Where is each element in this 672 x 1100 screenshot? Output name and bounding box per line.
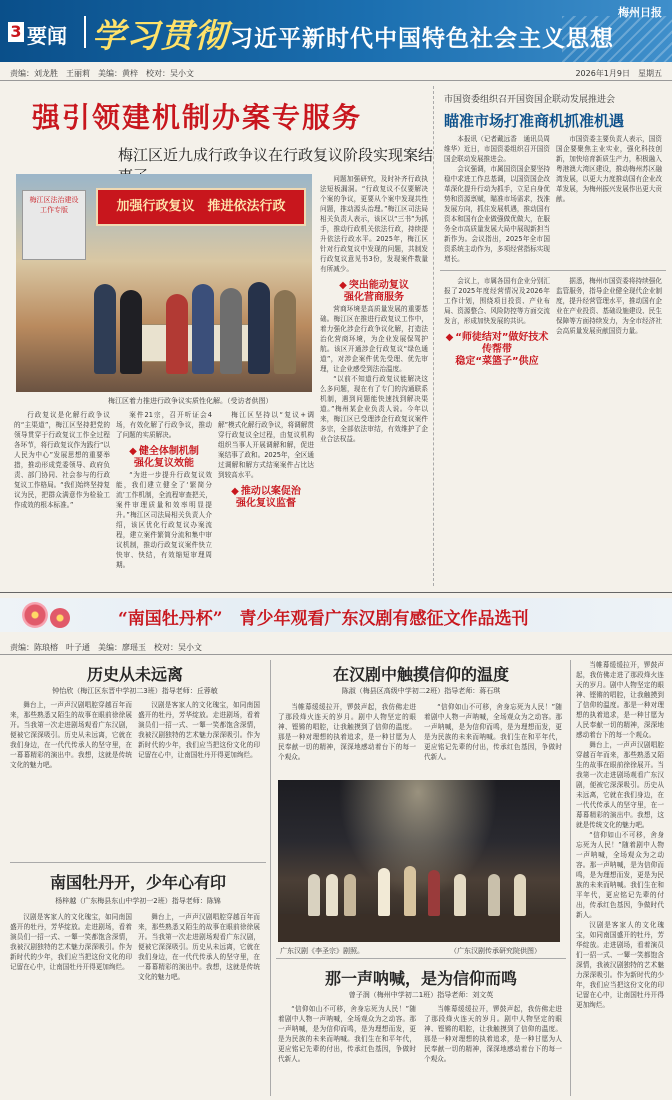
essay-column	[278, 1004, 416, 1096]
essay-column	[10, 700, 132, 858]
subheading-supervision: ◆ 推动以案促治 强化复议监督	[218, 486, 314, 510]
essay-title: 那一声呐喊，是为信仰而鸣	[324, 969, 517, 988]
essay-paragraph: 当帷幕缓缓拉开，锣鼓声起，我仿佛走进了那段烽火连天的岁月。剧中人物坚定的眼神、铿锵的唱腔，让我触摸到了信仰的温度。那是一种对理想的执着追求，是一种甘愿为人民奉献一切的精神，深深地感动着台下的每一个观众。	[424, 1005, 562, 1063]
essay-paragraph: “信仰如山不可移，舍身忘死为人民！”随着剧中人物一声呐喊，全场观众为之动容。那一声呐喊，是为信仰而鸣，是为理想而发，更是为民族的未来而呐喊。我们生在和平年代，更应铭记先辈的付出，传承红色基因，争做时代新人。	[424, 703, 562, 761]
photo-person	[166, 294, 188, 374]
essay-title: 历史从未远离	[86, 665, 183, 684]
essay-column	[424, 1004, 562, 1096]
peony-icon	[22, 602, 48, 628]
essay-paragraph: 当帷幕缓缓拉开，锣鼓声起，我仿佛走进了那段烽火连天的岁月。剧中人物坚定的眼神、铿锵的唱腔，让我触摸到了信仰的温度。那是一种对理想的执着追求，是一种甘愿为人民奉献一切的精神，深深地感动着台下的每一个观众。	[278, 703, 416, 761]
essay-paragraph: “信仰如山不可移，舍身忘死为人民！”随着剧中人物一声呐喊，全场观众为之动容。那一声呐喊，是为信仰而鸣，是为理想而发，更是为民族的未来而呐喊。我们生在和平年代，更应铭记先辈的付出，传承红色基因，争做时代新人。	[576, 831, 664, 919]
essay-author: 杨梓越（广东梅县东山中学初一2班）指导老师：陈锦	[55, 897, 221, 905]
actor	[488, 874, 500, 916]
essay-paragraph: 舞台上，一声声汉剧唱腔穿越百年而来，那些熟悉又陌生的故事在眼前徐徐展开。当我第一次走进剧场观看广东汉剧，便被它深深吸引。历史从未远离，它就在我们身边，在一代代传承人的坚守里，在一幕幕精彩的演出中。我想，这就是传统文化的魅力吧。	[138, 913, 260, 981]
page-header	[0, 0, 672, 62]
edition-info-bar	[0, 64, 672, 80]
article-column	[218, 410, 314, 580]
article-paragraph: 问题加强研究，及时补齐行政执法短板漏洞。“行政复议不仅要解决个案的争议，更要从个案中发现共性问题，推动源头治理。”梅江区司法局相关负责人表示，该区以“三书”为抓手，推动行政机关依法行政，持续提升依法行政水平。2025年，梅江区针对行政复议中发现的问题，共制发行政复议意见书3份，发现案件数量有所减少。	[320, 175, 428, 273]
actor	[454, 874, 466, 916]
essay-paragraph: 舞台上，一声声汉剧唱腔穿越百年而来，那些熟悉又陌生的故事在眼前徐徐展开。当我第一次走进剧场观看广东汉剧，便被它深深吸引。历史从未远离，它就在我们身边，在一代代传承人的坚守里，在一幕幕精彩的演出中。我想，这就是传统文化的魅力吧。	[576, 741, 664, 829]
article-paragraph: 案件21宗，召开听证会4场，有效化解了行政争议，推动了问题的实质解决。	[116, 411, 212, 439]
actor	[326, 874, 338, 916]
article-paragraph: 行政复议是化解行政争议的“主渠道”，梅江区坚持把党的领导贯穿于行政复议工作全过程各环节，将行政复议作为践行“以人民为中心”发展思想的重要举措，推动形成党委领导、政府负责、部门协同、社会参与的行政复议工作格局。“我们始终坚持复议为民，把群众满意作为检验工作成效的根本标准。”	[14, 411, 110, 509]
section-title: “南国牡丹杯” 青少年观看广东汉剧有感征文作品选刊	[118, 609, 529, 629]
article-column	[14, 410, 110, 580]
section-name: 要闻	[27, 24, 67, 48]
article-column	[556, 134, 662, 264]
photo-poster: 梅江区法治建设工作专版	[22, 190, 86, 260]
photo-person	[192, 284, 214, 374]
stage-light	[338, 780, 498, 900]
essay-column	[576, 660, 664, 1094]
divider	[440, 270, 666, 271]
article-paragraph: “为进一步提升行政复议效能，我们建立健全了‘繁简分流’工作机制，全流程审查把关，案件审理质量和效率明显提升。”梅江区司法局相关负责人介绍，该区优化行政复议办案流程，建立案件繁简分流和集中审议机制，推动行政复议案件快立快审、快结，有效缩短审理周期。	[116, 471, 212, 569]
stage-floor	[278, 914, 560, 942]
essay-author: 曾子润（梅州中学初二1班）指导老师：刘文英	[348, 991, 494, 999]
subheading-mechanism: ◆ 健全体制机制 强化复议效能	[116, 446, 212, 470]
article-column	[116, 410, 212, 580]
essay-author: 钟怡欣（梅江区东晋中学初二3班）指导老师：丘蓉敏	[52, 687, 218, 695]
header-decoration	[562, 16, 672, 62]
news-photo	[16, 174, 312, 392]
side-subheading: ◆ “师徒结对”做好技术传帮带 稳定“菜篮子”供应	[444, 332, 550, 368]
photo-person	[94, 284, 116, 374]
actor	[308, 874, 320, 916]
subheading-business: ◆ 突出能动复议 强化营商服务	[320, 280, 428, 304]
essay-paragraph: 汉剧是客家人的文化瑰宝，如同南国盛开的牡丹，芳华绽放。走进剧场，看着演员们一招一式、一颦一笑都饱含深情，我被汉剧独特的艺术魅力深深吸引。作为新时代的少年，我们应当把这份文化的印记留在心中，让南国牡丹开得更加绚烂。	[10, 913, 132, 971]
actor	[344, 874, 356, 916]
side-headline: 瞄准市场打准商机抓准机遇	[444, 112, 625, 130]
editor-line: 责编：刘龙胜 王丽莉 美编：黄梓 校对：吴小文	[10, 69, 194, 78]
header-slogan: 习近平新时代中国特色社会主义思想	[230, 26, 614, 52]
article-column	[444, 134, 550, 264]
main-subheadline: 梅江区近九成行政争议在行政复议阶段实现案结	[118, 146, 434, 164]
photo-person	[274, 290, 296, 374]
photo-caption: 梅江区着力推进行政争议实质性化解。（受访者供图）	[108, 397, 273, 405]
essay-column	[278, 702, 416, 776]
actor	[404, 866, 416, 916]
actor	[514, 874, 526, 916]
article-paragraph: 会议强调，市属国资国企要坚持稳中求进工作总基调，以国资国企改革深化提升行动为抓手，立足自身优势和资源禀赋，瞄准市场需求，找准发展方向，抓住发展机遇，推动国有资本和国有企业做强做优做大，在服务全市高质量发展大局中展现新担当新作为。会议指出，2025年全市国资系统主动作为，多项经营指标实现增长。	[444, 165, 550, 263]
essay-column	[10, 912, 132, 1094]
photo-credit: （广东汉剧传承研究院供图）	[450, 947, 541, 955]
newspaper-logo: 梅州日报	[618, 6, 662, 19]
photo-caption: 广东汉剧《李圣宗》剧照。	[280, 947, 364, 955]
article-paragraph: 本报讯（记者戴远香 通讯员周维华）近日，市国资委组织召开国资国企联动发展推进会。	[444, 135, 550, 163]
article-column	[556, 276, 662, 576]
divider	[0, 654, 672, 655]
divider	[0, 80, 672, 81]
actor	[378, 868, 390, 916]
essay-paragraph: 汉剧是客家人的文化瑰宝，如同南国盛开的牡丹，芳华绽放。走进剧场，看着演员们一招一式、一颦一笑都饱含深情，我被汉剧独特的艺术魅力深深吸引。作为新时代的少年，我们应当把这份文化的印记留在心中，让南国牡丹开得更加绚烂。	[138, 701, 260, 759]
divider	[10, 862, 266, 863]
article-paragraph: 据悉，梅州市国资委将持续强化监管服务，指导企业健全现代企业制度，提升经营管理水平，推动国有企业在产业投资、基础设施建设、民生保障等方面持续发力，为全市经济社会高质量发展贡献国资力量。	[556, 277, 662, 335]
article-paragraph: 市国资委主要负责人表示，国资国企要聚焦主业实业，强化科技创新，加快培育新质生产力，积极融入粤港澳大湾区建设，推动梅州苏区融湾发展，以更大力度推动国有企业改革发展，为梅州振兴发展作出更大贡献。	[556, 135, 662, 203]
divider	[276, 958, 566, 959]
essay-title: 南国牡丹开，少年心有印	[49, 873, 226, 892]
side-kicker: 市国资委组织召开国资国企联动发展推进会	[444, 95, 616, 105]
essay-paragraph: 当帷幕缓缓拉开，锣鼓声起，我仿佛走进了那段烽火连天的岁月。剧中人物坚定的眼神、铿锵的唱腔，让我触摸到了信仰的温度。那是一种对理想的执着追求，是一种甘愿为人民奉献一切的精神，深深地感动着台下的每一个观众。	[576, 661, 664, 739]
editor-line: 责编：陈琅榕 叶子通 美编：廖瑶玉 校对：吴小文	[10, 643, 202, 652]
essay-author: 陈淑（梅县区高级中学初二2班）指导老师：蒋石琪	[341, 687, 501, 695]
essay-paragraph: 舞台上，一声声汉剧唱腔穿越百年而来，那些熟悉又陌生的故事在眼前徐徐展开。当我第一次走进剧场观看广东汉剧，便被它深深吸引。历史从未远离，它就在我们身边，在一代代传承人的坚守里，在一幕幕精彩的演出中。我想，这就是传统文化的魅力吧。	[10, 701, 132, 769]
side-article	[440, 86, 666, 586]
article-paragraph: 梅江区坚持以“复议+调解”模式化解行政争议，将调解贯穿行政复议全过程，由复议机构组织当事人开展调解和解，促进案结事了政和。2025年，全区通过调解和解方式结案案件占比达到较高水平。	[218, 411, 314, 479]
article-column	[444, 276, 550, 576]
section-number: 3	[8, 22, 24, 42]
date-line: 2026年1月9日 星期五	[575, 69, 662, 78]
divider	[0, 592, 672, 593]
article-paragraph: 营商环境是高质量发展的重要基础。梅江区在推进行政复议工作中，着力强化涉企行政争议化解，打造法治化营商环境，为企业发展保驾护航。该区开通涉企行政复议“绿色通道”，对涉企案件优先受理、优先审理，让企业感受到法治温度。	[320, 305, 428, 373]
essay-title: 在汉剧中触摸信仰的温度	[332, 665, 509, 684]
main-article	[8, 86, 434, 586]
column-brand: 学习贯彻	[92, 16, 228, 55]
article-column	[320, 174, 428, 580]
article-paragraph: “以前不知道行政复议能解决这么多问题，现在有了专门的沟通联系机制，遇到问题能快速找到解决渠道。”梅州某企业负责人说。今年以来，梅江区已受理涉企行政复议案件多宗，全部依法审结，有效维护了企业合法权益。	[320, 375, 428, 443]
article-paragraph: 会议上，市属各国有企业分别汇报了2025年度经营情况及2026年工作计划，围绕项目投资、产业布局、资源整合、风险防控等方面交流发言，形成加快发展的共识。	[444, 277, 550, 325]
header-divider	[84, 16, 86, 48]
essay-column	[138, 912, 260, 1094]
essay-column	[138, 700, 260, 858]
photo-banner: 加强行政复议 推进依法行政	[96, 188, 306, 226]
divider	[570, 660, 571, 1096]
essay-paragraph: 汉剧是客家人的文化瑰宝，如同南国盛开的牡丹，芳华绽放。走进剧场，看着演员们一招一式、一颦一笑都饱含深情，我被汉剧独特的艺术魅力深深吸引。作为新时代的少年，我们应当把这份文化的印记留在心中，让南国牡丹开得更加绚烂。	[576, 921, 664, 1009]
main-headline: 强引领建机制办案专服务	[32, 101, 363, 134]
photo-person	[220, 288, 242, 374]
essay-column	[424, 702, 562, 776]
actor	[428, 870, 440, 916]
opera-stage-photo	[278, 780, 560, 942]
peony-icon	[50, 608, 70, 628]
divider	[270, 660, 271, 1096]
photo-person	[248, 282, 270, 374]
essay-paragraph: “信仰如山不可移，舍身忘死为人民！”随着剧中人物一声呐喊，全场观众为之动容。那一声呐喊，是为信仰而鸣，是为理想而发，更是为民族的未来而呐喊。我们生在和平年代，更应铭记先辈的付出，传承红色基因，争做时代新人。	[278, 1005, 416, 1063]
photo-person	[120, 290, 142, 374]
